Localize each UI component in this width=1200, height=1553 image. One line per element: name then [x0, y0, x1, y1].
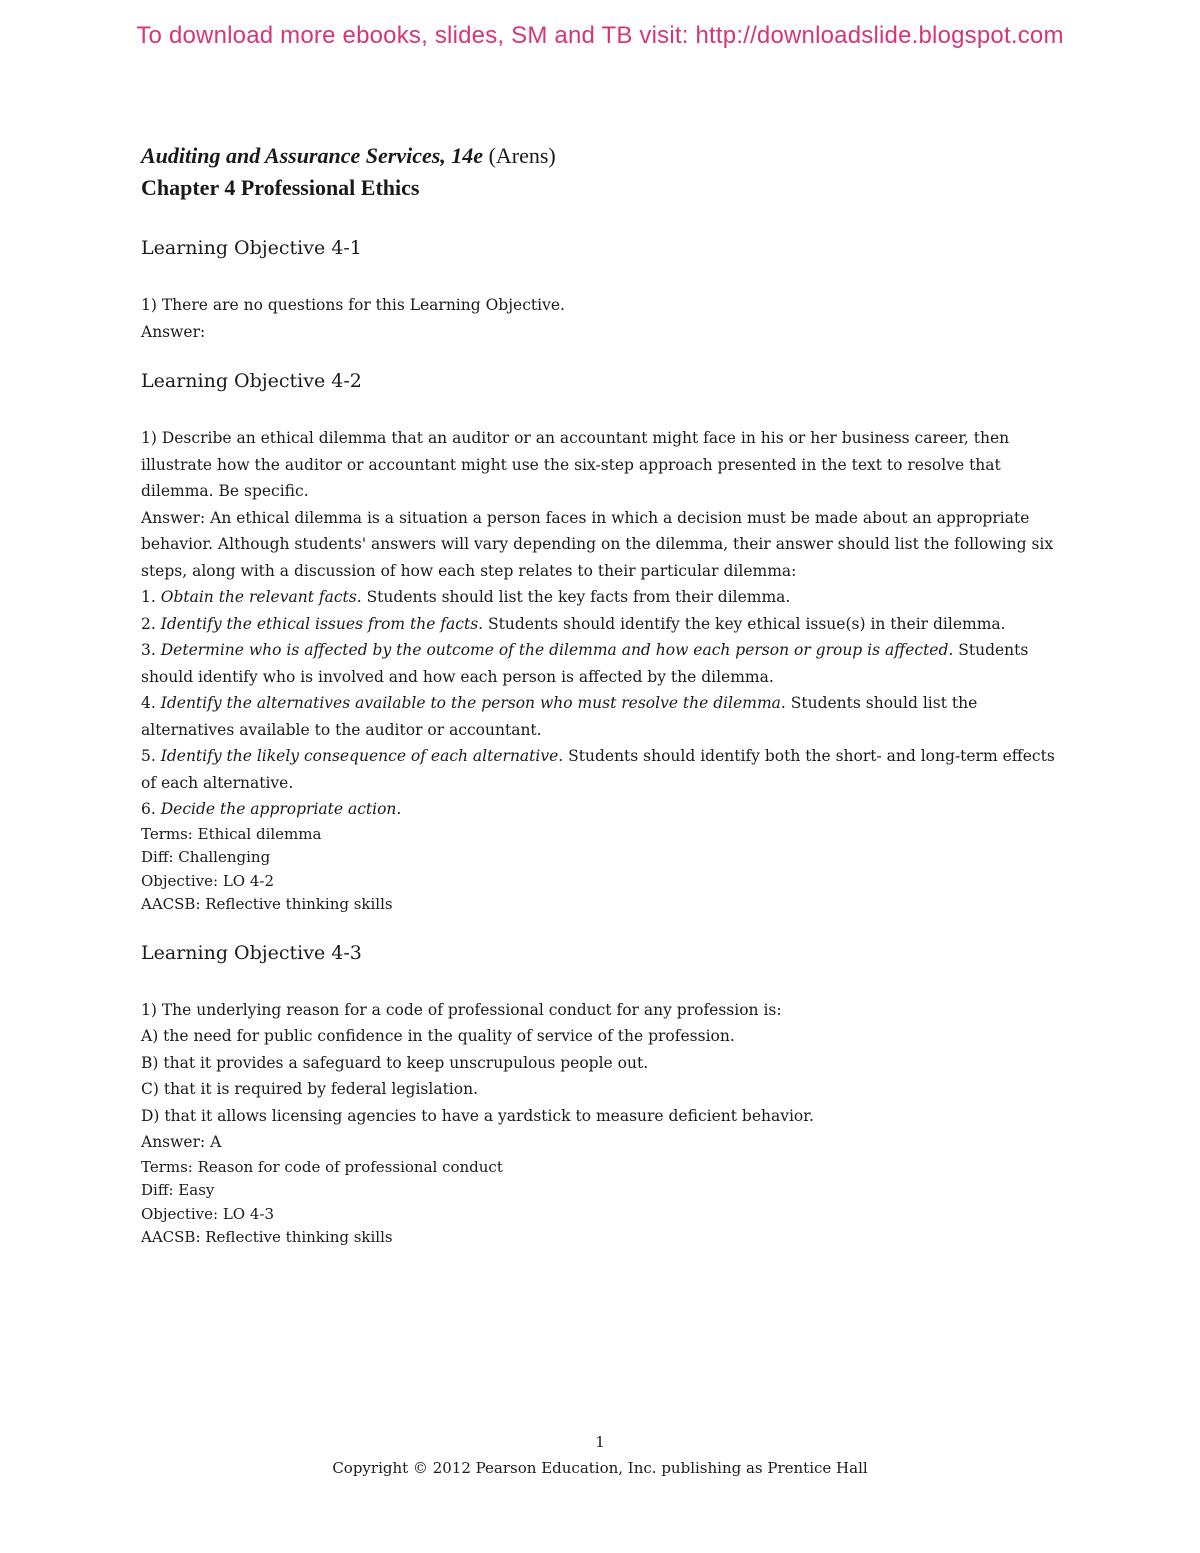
step-number: 5.: [141, 747, 156, 765]
answer-text: Answer: An ethical dilemma is a situation a person faces in which a decision must be made about an appropriate behavior. Although students' answers will vary depending on the dilemma, their answer should list the following six steps, along with a discussion of how each step relates to their particular dilemma:: [141, 508, 1054, 580]
option-a: A) the need for public confidence in the quality of service of the profession.: [141, 1027, 735, 1045]
book-author: (Arens): [488, 143, 556, 168]
step-title: Determine who is affected by the outcome of the dilemma and how each person or group is affected.: [160, 641, 954, 659]
page-number: 1: [595, 1433, 605, 1451]
answer-text: Answer: A: [141, 1133, 222, 1151]
option-b: B) that it provides a safeguard to keep unscrupulous people out.: [141, 1053, 649, 1072]
difficulty-line: Diff: Easy: [141, 1181, 215, 1199]
step-description: Students should identify who is involved and how each person is affected by the dilemma.: [141, 641, 1029, 686]
copyright-notice: Copyright © 2012 Pearson Education, Inc. publishing as Prentice Hall: [332, 1459, 868, 1477]
step-title: Identify the ethical issues from the facts.: [160, 614, 484, 633]
option-c: C) that it is required by federal legislation.: [141, 1080, 479, 1098]
chapter-title: Chapter 4 Professional Ethics: [141, 175, 420, 200]
step-title: Decide the appropriate action.: [160, 800, 402, 818]
step-description: Students should identify the key ethical issue(s) in their dilemma.: [483, 614, 1006, 633]
step-item: [141, 637, 1071, 690]
step-description: Students should list the alternatives available to the auditor or accountant.: [141, 694, 978, 739]
download-banner[interactable]: To download more ebooks, slides, SM and TB visit: http://downloadslide.blogspot.com: [136, 22, 1064, 49]
step-number: 1.: [141, 588, 156, 606]
objective-line: Objective: LO 4-3: [141, 1204, 275, 1223]
question-text: 1) The underlying reason for a code of professional conduct for any profession is:: [141, 1000, 782, 1019]
document-body: [141, 140, 1071, 1272]
aacsb-line: AACSB: Reflective thinking skills: [141, 1228, 393, 1246]
step-item: [141, 743, 1071, 796]
step-item: [141, 611, 1071, 638]
book-title-text: Auditing and Assurance Services, 14e: [141, 143, 484, 168]
step-number: 3.: [141, 641, 156, 659]
objective-line: Objective: LO 4-2: [141, 871, 275, 890]
section-lo-4-3: [141, 939, 1071, 1250]
step-item: [141, 690, 1071, 743]
step-title: Identify the alternatives available to the person who must resolve the dilemma.: [160, 694, 786, 712]
section-lo-4-1: [141, 234, 1071, 345]
lo-heading: Learning Objective 4-1: [141, 237, 362, 259]
step-number: 4.: [141, 694, 156, 712]
step-description: Students should identify both the short- and long-term effects of each alternative.: [141, 747, 1055, 792]
step-item: [141, 584, 1071, 611]
lo-heading: Learning Objective 4-3: [141, 941, 362, 964]
lo-heading: Learning Objective 4-2: [141, 370, 362, 392]
question-text: 1) Describe an ethical dilemma that an auditor or an accountant might face in his or her business career, then illustrate how the auditor or accountant might use the six-step approach presented in the text to resolve that dilemma. Be specific.: [141, 429, 1010, 500]
section-lo-4-2: [141, 367, 1071, 917]
terms-line: Terms: Reason for code of professional conduct: [141, 1157, 503, 1176]
question-text: 1) There are no questions for this Learning Objective.: [141, 296, 565, 314]
answer-text: Answer:: [141, 322, 206, 341]
step-item: [141, 796, 1071, 823]
terms-line: Terms: Ethical dilemma: [141, 824, 322, 843]
option-d: D) that it allows licensing agencies to have a yardstick to measure deficient behavior.: [141, 1106, 814, 1125]
step-description: Students should list the key facts from their dilemma.: [361, 588, 791, 606]
step-number: 2.: [141, 614, 156, 633]
book-title: [141, 140, 1071, 172]
aacsb-line: AACSB: Reflective thinking skills: [141, 895, 393, 913]
step-number: 6.: [141, 800, 156, 818]
step-title: Identify the likely consequence of each alternative.: [160, 747, 564, 765]
difficulty-line: Diff: Challenging: [141, 848, 271, 866]
step-title: Obtain the relevant facts.: [160, 588, 362, 606]
